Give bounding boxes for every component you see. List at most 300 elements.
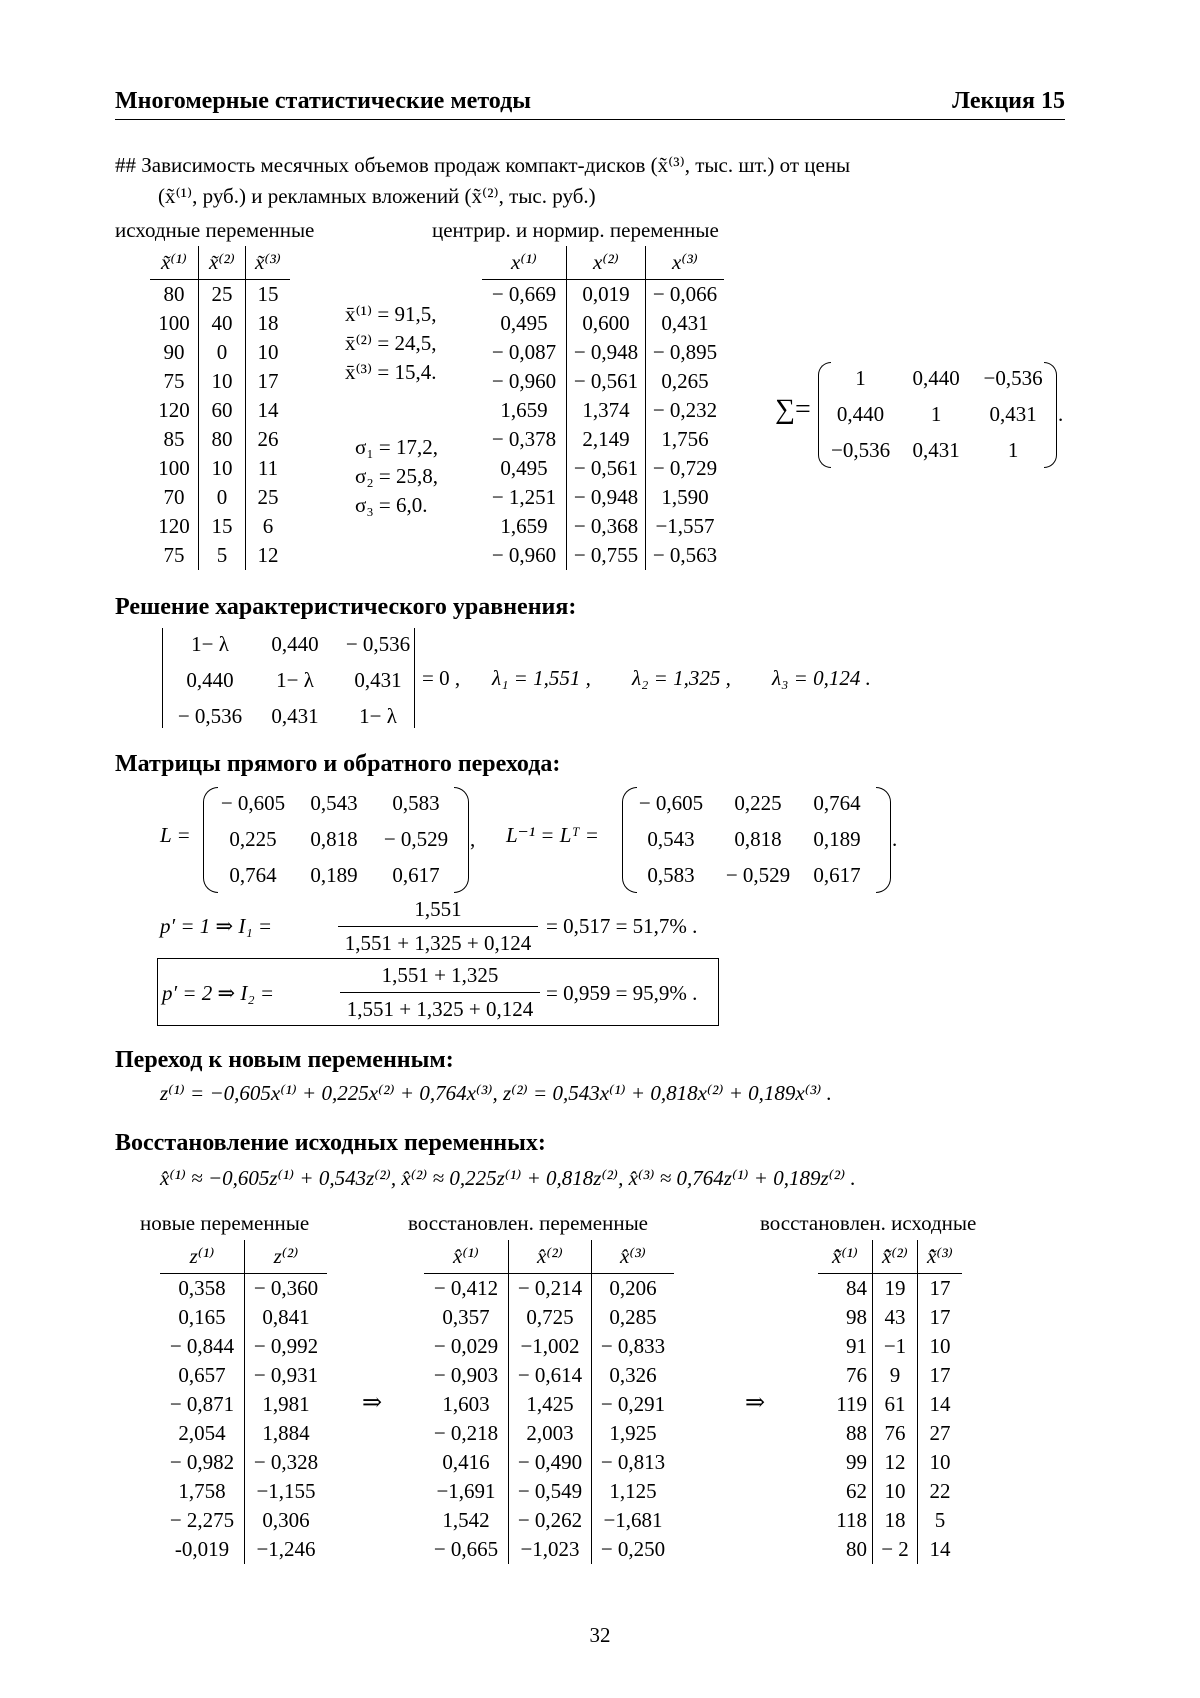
table-row	[424, 1390, 674, 1419]
table-cell: − 0,992	[245, 1332, 328, 1361]
table-cell: 0,357	[442, 1305, 490, 1329]
table-cell: −1,002	[509, 1332, 592, 1361]
I1-lhs: p′ = 1 ⇒ I₁ =	[160, 914, 273, 938]
matrix-cell: 0,440	[912, 365, 960, 390]
table-cell: 2,149	[567, 425, 646, 454]
table-cell: − 0,214	[509, 1274, 592, 1304]
table-cell: − 0,948	[567, 338, 646, 367]
norm-table-caption: центрир. и нормир. переменные	[432, 218, 719, 242]
table-cell: 14	[918, 1390, 963, 1419]
table-cell: − 0,368	[567, 512, 646, 541]
new-table	[160, 1240, 327, 1564]
page-number: 32	[589, 1623, 611, 1647]
table-row	[160, 1419, 327, 1448]
table-cell: 10	[918, 1332, 963, 1361]
table-cell: − 0,729	[646, 454, 725, 483]
table-row	[482, 309, 724, 338]
table-row	[424, 1303, 674, 1332]
table-cell: − 0,931	[245, 1361, 328, 1390]
table-cell: −1	[873, 1332, 918, 1361]
table-cell: 1,659	[500, 514, 548, 538]
table-cell: 76	[873, 1419, 918, 1448]
table-header-row	[482, 246, 724, 280]
table-header-row	[424, 1240, 674, 1274]
table-cell: 1,884	[245, 1419, 328, 1448]
I1-fraction-bar	[338, 926, 538, 927]
table-header-row	[160, 1240, 327, 1274]
arrow-1: ⇒	[362, 1390, 383, 1416]
table-header-row	[150, 246, 290, 280]
table-cell: − 0,903	[433, 1363, 499, 1387]
table-cell: 0,725	[509, 1303, 592, 1332]
mean-3: x̄⁽³⁾ = 15,4.	[345, 360, 437, 384]
table-row	[818, 1332, 962, 1361]
table-cell: 0	[199, 483, 246, 512]
table-cell: − 0,250	[592, 1535, 675, 1564]
table-cell: 1,758	[178, 1479, 226, 1503]
Linv-matrix	[628, 785, 872, 893]
table-cell: 75	[163, 543, 185, 567]
table-row	[424, 1361, 674, 1390]
table-row	[482, 396, 724, 425]
table-cell: − 0,262	[509, 1506, 592, 1535]
table-cell: 60	[199, 396, 246, 425]
rest-table-caption: восстановлен. переменные	[408, 1211, 649, 1235]
matrix-cell: 0,818	[310, 826, 358, 851]
L-label: L =	[160, 823, 191, 847]
table-cell: 84	[846, 1276, 867, 1300]
matrix-row	[166, 698, 420, 734]
I2-denominator: 1,551 + 1,325 + 0,124	[346, 997, 534, 1021]
section-title-transition: Матрицы прямого и обратного перехода:	[115, 751, 561, 777]
source-table	[150, 246, 290, 570]
matrix-cell: 1	[1007, 437, 1019, 462]
column-header: z⁽¹⁾	[160, 1240, 245, 1274]
matrix-cell: 0,440	[186, 667, 234, 692]
table-row	[150, 454, 290, 483]
table-cell: 6	[246, 512, 291, 541]
table-row	[160, 1535, 327, 1564]
table-row	[150, 425, 290, 454]
matrix-row	[822, 432, 1053, 468]
matrix-row	[822, 360, 1053, 396]
table-cell: 76	[846, 1363, 867, 1387]
table-row	[818, 1303, 962, 1332]
matrix-row	[628, 785, 872, 821]
det-left-bar	[162, 628, 163, 728]
matrix-cell: 0,764	[813, 790, 861, 815]
table-cell: 5	[199, 541, 246, 570]
table-cell: − 0,291	[592, 1390, 675, 1419]
matrix-cell: 0,189	[813, 826, 861, 851]
orig-table-caption: восстановлен. исходные	[760, 1211, 977, 1235]
matrix-row	[166, 626, 420, 662]
table-row	[424, 1274, 674, 1304]
column-header: x⁽¹⁾	[482, 246, 567, 280]
table-cell: 120	[158, 514, 190, 538]
table-cell: − 0,378	[491, 427, 557, 451]
table-row	[424, 1535, 674, 1564]
matrix-cell: 0,543	[647, 826, 695, 851]
table-cell: 18	[246, 309, 291, 338]
table-cell: 1,925	[592, 1419, 675, 1448]
table-cell: − 0,328	[245, 1448, 328, 1477]
table-cell: −1,246	[245, 1535, 328, 1564]
mean-1: x̄⁽¹⁾ = 91,5,	[345, 302, 437, 326]
column-header: x̃̂⁽²⁾	[873, 1240, 918, 1274]
I2-rhs: = 0,959 = 95,9% .	[546, 981, 698, 1005]
table-cell: 1,542	[442, 1508, 490, 1532]
table-cell: 0,841	[245, 1303, 328, 1332]
running-header	[115, 88, 1065, 115]
table-row	[150, 309, 290, 338]
L-right-paren	[454, 787, 469, 893]
table-cell: 80	[163, 282, 185, 306]
table-cell: 118	[836, 1508, 867, 1532]
table-cell: 91	[846, 1334, 867, 1358]
I2-fraction-bar	[340, 992, 540, 993]
table-cell: − 2,275	[169, 1508, 235, 1532]
matrix-cell: − 0,529	[725, 862, 791, 887]
table-cell: − 0,982	[169, 1450, 235, 1474]
mean-2: x̄⁽²⁾ = 24,5,	[345, 331, 437, 355]
table-row	[818, 1419, 962, 1448]
table-cell: 12	[246, 541, 291, 570]
table-cell: 0,600	[567, 309, 646, 338]
table-cell: − 0,960	[491, 369, 557, 393]
table-cell: − 0,029	[433, 1334, 499, 1358]
sigma-matrix-end: .	[1058, 402, 1064, 426]
table-cell: −1,557	[646, 512, 725, 541]
matrix-cell: 0,431	[989, 401, 1037, 426]
matrix-row	[166, 662, 420, 698]
matrix-row	[210, 785, 460, 821]
table-cell: 0,265	[646, 367, 725, 396]
table-cell: 119	[836, 1392, 867, 1416]
table-row	[482, 367, 724, 396]
table-cell: − 1,251	[491, 485, 557, 509]
table-cell: − 0,087	[491, 340, 557, 364]
column-header: x̂⁽²⁾	[509, 1240, 592, 1274]
table-cell: 2,003	[509, 1419, 592, 1448]
table-cell: 12	[873, 1448, 918, 1477]
table-row	[160, 1506, 327, 1535]
L-comma: ,	[470, 827, 476, 851]
table-cell: 26	[246, 425, 291, 454]
matrix-row	[210, 821, 460, 857]
table-cell: 0,285	[592, 1303, 675, 1332]
table-cell: − 2	[873, 1535, 918, 1564]
table-cell: 1,603	[442, 1392, 490, 1416]
table-row	[150, 396, 290, 425]
table-cell: 15	[246, 280, 291, 310]
table-row	[482, 425, 724, 454]
table-cell: 10	[918, 1448, 963, 1477]
column-header: x̂⁽¹⁾	[424, 1240, 509, 1274]
table-cell: 100	[158, 456, 190, 480]
matrix-cell: 0,440	[836, 401, 885, 426]
matrix-cell: 1− λ	[359, 703, 397, 728]
table-row	[482, 338, 724, 367]
table-cell: 80	[846, 1537, 867, 1561]
table-cell: − 0,669	[491, 282, 557, 306]
table-row	[424, 1419, 674, 1448]
table-cell: 5	[918, 1506, 963, 1535]
table-cell: 0,657	[178, 1363, 226, 1387]
table-cell: 17	[246, 367, 291, 396]
lambda-1: λ₁ = 1,551 ,	[492, 666, 591, 690]
table-cell: 98	[846, 1305, 867, 1329]
column-header: z⁽²⁾	[245, 1240, 328, 1274]
lambda-3: λ₃ = 0,124 .	[772, 666, 871, 690]
matrix-cell: 0,440	[271, 631, 319, 656]
table-row	[150, 512, 290, 541]
table-row	[160, 1477, 327, 1506]
table-row	[818, 1274, 962, 1304]
I2-lhs: p′ = 2 ⇒ I₂ =	[162, 981, 275, 1005]
table-cell: 0,416	[442, 1450, 490, 1474]
rest-table	[424, 1240, 674, 1564]
table-cell: − 0,066	[646, 280, 725, 310]
column-header: x̃̂⁽¹⁾	[818, 1240, 873, 1274]
table-cell: − 0,755	[567, 541, 646, 570]
source-table-caption: исходные переменные	[115, 218, 315, 242]
sigma-2: σ₂ = 25,8,	[355, 464, 438, 488]
table-cell: -0,019	[174, 1537, 230, 1561]
table-cell: − 0,844	[169, 1334, 235, 1358]
table-cell: 1,756	[646, 425, 725, 454]
table-cell: 0,358	[178, 1276, 226, 1300]
matrix-cell: 1− λ	[276, 667, 314, 692]
table-cell: 19	[873, 1274, 918, 1304]
table-cell: 10	[199, 454, 246, 483]
sigma-1: σ₁ = 17,2,	[355, 435, 438, 459]
table-row	[818, 1390, 962, 1419]
matrix-cell: − 0,536	[177, 703, 243, 728]
matrix-cell: 0,431	[271, 703, 319, 728]
table-cell: 61	[873, 1390, 918, 1419]
table-cell: −1,691	[436, 1479, 496, 1503]
table-cell: − 0,561	[567, 454, 646, 483]
matrix-cell: 0,583	[647, 862, 695, 887]
table-cell: 75	[163, 369, 185, 393]
header-title: Многомерные статистические методы	[115, 88, 531, 114]
table-row	[160, 1448, 327, 1477]
Linv-label: L⁻¹ = Lᵀ =	[506, 823, 599, 847]
table-cell: 14	[246, 396, 291, 425]
column-header: x̃⁽¹⁾	[150, 246, 199, 280]
table-cell: −1,023	[509, 1535, 592, 1564]
sigma-block	[355, 433, 438, 520]
new-table-caption: новые переменные	[140, 1211, 310, 1235]
table-cell: 0,431	[646, 309, 725, 338]
table-cell: 25	[246, 483, 291, 512]
table-cell: 0,019	[567, 280, 646, 310]
matrix-cell: 0,189	[310, 862, 358, 887]
intro-line-1: ## Зависимость месячных объемов продаж компакт-дисков (x̃⁽³⁾, тыс. шт.) от цены	[115, 153, 851, 177]
table-row	[160, 1303, 327, 1332]
xhat-formula: x̂⁽¹⁾ ≈ −0,605z⁽¹⁾ + 0,543z⁽²⁾, x̂⁽²⁾ ≈ 0,225z⁽¹⁾ + 0,818z⁽²⁾, x̂⁽³⁾ ≈ 0,764z⁽¹⁾ + 0,189z⁽²⁾ .	[160, 1166, 856, 1190]
det-right-bar	[414, 628, 415, 728]
table-cell: 17	[918, 1361, 963, 1390]
table-row	[424, 1332, 674, 1361]
table-row	[160, 1274, 327, 1304]
arrow-2: ⇒	[745, 1390, 766, 1416]
table-cell: 1,659	[500, 398, 548, 422]
table-cell: 27	[918, 1419, 963, 1448]
column-header: x̃⁽³⁾	[246, 246, 291, 280]
L-matrix	[210, 785, 460, 893]
I2-numerator: 1,551 + 1,325	[381, 963, 499, 987]
table-cell: − 0,232	[646, 396, 725, 425]
I1-denominator: 1,551 + 1,325 + 0,124	[344, 931, 532, 955]
table-cell: − 0,948	[567, 483, 646, 512]
table-cell: 1,425	[509, 1390, 592, 1419]
table-cell: − 0,563	[646, 541, 725, 570]
table-cell: 10	[873, 1477, 918, 1506]
table-row	[482, 541, 724, 570]
table-cell: − 0,561	[567, 367, 646, 396]
section-title-new-variables: Переход к новым переменным:	[115, 1047, 454, 1073]
table-cell: − 0,218	[433, 1421, 499, 1445]
table-row	[424, 1448, 674, 1477]
matrix-cell: − 0,605	[220, 790, 286, 815]
table-cell: 18	[873, 1506, 918, 1535]
table-cell: − 0,960	[491, 543, 557, 567]
matrix-cell: 1	[930, 401, 942, 426]
table-row	[818, 1448, 962, 1477]
z-formula: z⁽¹⁾ = −0,605x⁽¹⁾ + 0,225x⁽²⁾ + 0,764x⁽³⁾, z⁽²⁾ = 0,543x⁽¹⁾ + 0,818x⁽²⁾ + 0,189x⁽³⁾ .	[160, 1081, 832, 1105]
table-header-row	[818, 1240, 962, 1274]
table-cell: 0	[199, 338, 246, 367]
table-row	[482, 280, 724, 310]
table-row	[160, 1332, 327, 1361]
header-rule	[115, 119, 1065, 120]
matrix-cell: 0,764	[229, 862, 277, 887]
column-header: x̃̂⁽³⁾	[918, 1240, 963, 1274]
matrix-cell: 0,818	[734, 826, 782, 851]
table-cell: 80	[199, 425, 246, 454]
sigma-matrix-right-paren	[1044, 362, 1057, 468]
table-row	[150, 483, 290, 512]
Linv-right-paren	[876, 787, 891, 893]
table-cell: 17	[918, 1303, 963, 1332]
det-matrix	[166, 626, 420, 734]
header-lecture: Лекция 15	[952, 88, 1065, 114]
matrix-cell: 0,431	[912, 437, 960, 462]
table-row	[150, 367, 290, 396]
table-row	[818, 1535, 962, 1564]
table-cell: 99	[846, 1450, 867, 1474]
table-cell: 40	[199, 309, 246, 338]
table-cell: 1,125	[592, 1477, 675, 1506]
matrix-row	[628, 821, 872, 857]
table-cell: − 0,360	[245, 1274, 328, 1304]
table-cell: 0,495	[500, 456, 548, 480]
table-cell: − 0,871	[169, 1392, 235, 1416]
table-cell: 1,590	[646, 483, 725, 512]
table-cell: 2,054	[178, 1421, 226, 1445]
table-row	[160, 1390, 327, 1419]
table-cell: 17	[918, 1274, 963, 1304]
table-cell: 1,981	[245, 1390, 328, 1419]
table-cell: 0,206	[592, 1274, 675, 1304]
lambda-2: λ₂ = 1,325 ,	[632, 666, 731, 690]
table-cell: 22	[918, 1477, 963, 1506]
matrix-cell: −0,536	[831, 437, 891, 462]
table-row	[150, 541, 290, 570]
I1-numerator: 1,551	[414, 897, 462, 921]
table-cell: − 0,549	[509, 1477, 592, 1506]
table-cell: 90	[163, 340, 185, 364]
table-row	[424, 1506, 674, 1535]
table-cell: 14	[918, 1535, 963, 1564]
table-row	[818, 1477, 962, 1506]
Linv-end: .	[892, 827, 898, 851]
table-cell: −1,681	[592, 1506, 675, 1535]
matrix-cell: 0,617	[392, 862, 440, 887]
table-cell: 9	[873, 1361, 918, 1390]
matrix-cell: 0,583	[392, 790, 440, 815]
table-cell: 100	[158, 311, 190, 335]
column-header: x̂⁽³⁾	[592, 1240, 675, 1274]
det-equals: = 0 ,	[422, 666, 461, 690]
table-cell: 43	[873, 1303, 918, 1332]
matrix-cell: 0,543	[310, 790, 358, 815]
table-row	[818, 1506, 962, 1535]
column-header: x⁽³⁾	[646, 246, 725, 280]
table-cell: 0,495	[500, 311, 548, 335]
matrix-cell: 1− λ	[191, 631, 229, 656]
matrix-cell: −0,536	[983, 365, 1043, 390]
matrix-cell: 0,225	[229, 826, 277, 851]
sigma-matrix	[822, 360, 1053, 468]
table-cell: −1,155	[245, 1477, 328, 1506]
norm-table	[482, 246, 724, 570]
matrix-row	[822, 396, 1053, 432]
table-cell: − 0,833	[592, 1332, 675, 1361]
table-cell: − 0,665	[433, 1537, 499, 1561]
table-cell: 0,165	[178, 1305, 226, 1329]
table-cell: 88	[846, 1421, 867, 1445]
intro-line-2: (x̃⁽¹⁾, руб.) и рекламных вложений (x̃⁽²⁾, тыс. руб.)	[158, 184, 596, 208]
column-header: x̃⁽²⁾	[199, 246, 246, 280]
table-cell: 1,374	[567, 396, 646, 425]
matrix-cell: 1	[855, 365, 866, 390]
table-row	[482, 483, 724, 512]
matrix-cell: − 0,605	[638, 790, 704, 815]
table-cell: − 0,895	[646, 338, 725, 367]
table-cell: 25	[199, 280, 246, 310]
table-cell: 0,306	[245, 1506, 328, 1535]
table-row	[482, 512, 724, 541]
table-row	[160, 1361, 327, 1390]
table-cell: 0,326	[592, 1361, 675, 1390]
matrix-cell: 0,617	[813, 862, 861, 887]
I1-rhs: = 0,517 = 51,7% .	[546, 914, 698, 938]
section-title-characteristic: Решение характеристического уравнения:	[115, 594, 577, 620]
table-cell: 70	[163, 485, 185, 509]
matrix-cell: − 0,529	[383, 826, 449, 851]
table-cell: − 0,490	[509, 1448, 592, 1477]
table-row	[482, 454, 724, 483]
matrix-row	[628, 857, 872, 893]
table-cell: 10	[199, 367, 246, 396]
orig-table	[818, 1240, 962, 1564]
table-cell: 120	[158, 398, 190, 422]
table-row	[818, 1361, 962, 1390]
matrix-row	[210, 857, 460, 893]
